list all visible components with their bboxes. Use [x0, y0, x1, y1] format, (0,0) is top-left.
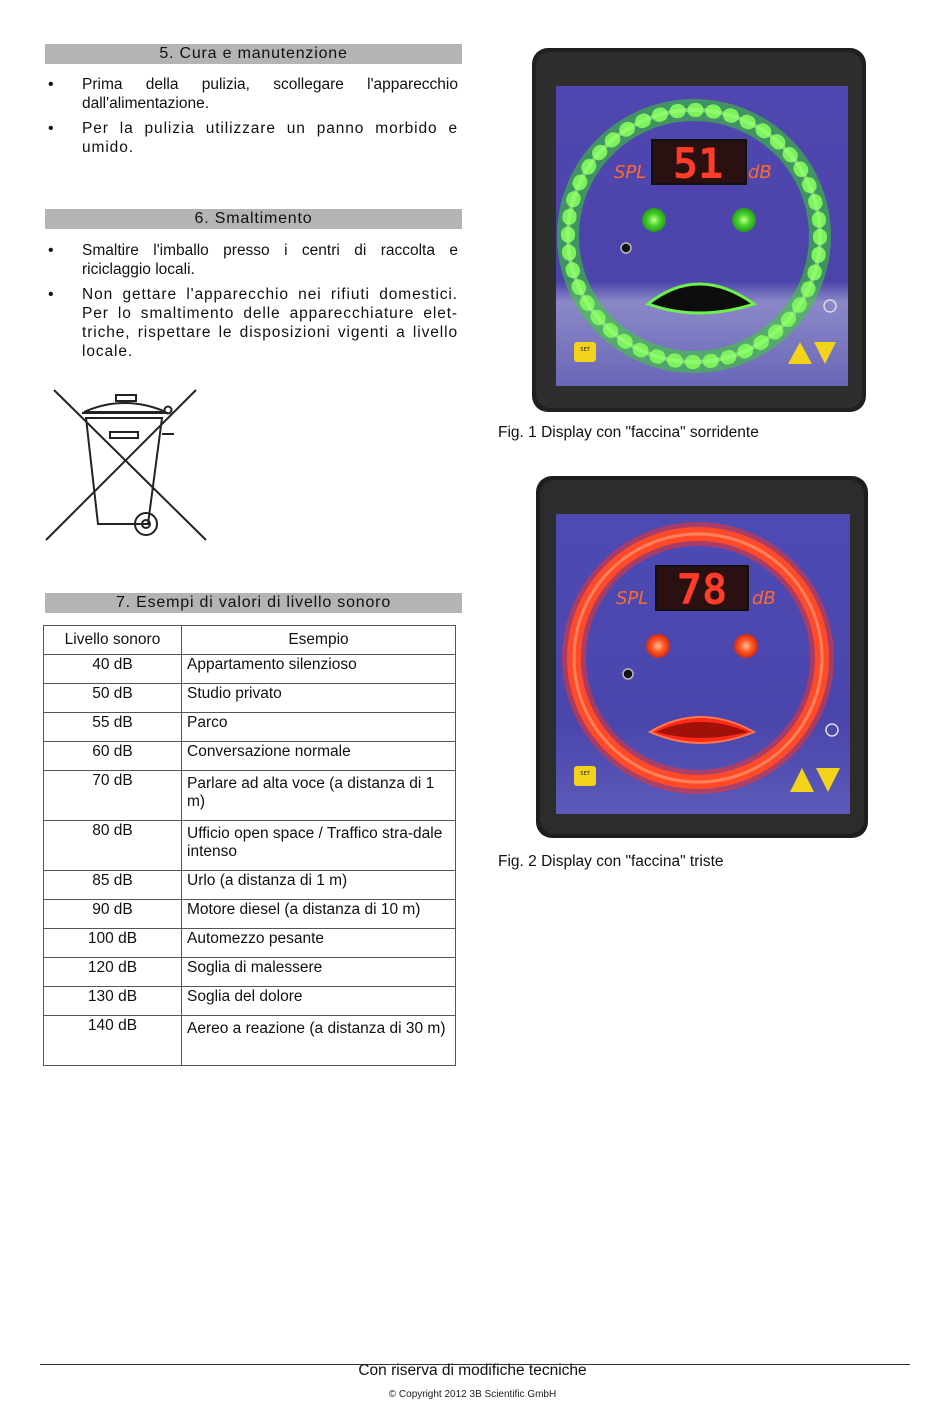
- spl-label: SPL: [616, 588, 649, 609]
- example-cell: Parlare ad alta voce (a distanza di 1 m): [182, 771, 456, 821]
- table-row: [44, 929, 456, 958]
- care-list: [45, 75, 458, 163]
- section-disposal-title: 6. Smaltimento: [45, 209, 462, 229]
- section-examples-title: 7. Esempi di valori di livello sonoro: [45, 593, 462, 613]
- footer-note: Con riserva di modifiche tecniche: [358, 1362, 587, 1379]
- spl-label: SPL: [614, 162, 647, 183]
- table-row: [44, 713, 456, 742]
- care-item: • Prima della pulizia, scollegare l'apparecchio dall'alimentazione.: [45, 75, 458, 113]
- example-cell: Automezzo pesante: [182, 929, 456, 958]
- table-row: [44, 821, 456, 871]
- table-row: [44, 871, 456, 900]
- crossed-out-wheelie-bin-icon: [44, 388, 210, 544]
- set-button-label: SET: [580, 771, 590, 777]
- example-cell: Soglia del dolore: [182, 987, 456, 1016]
- table-row: [44, 1016, 456, 1066]
- example-cell: Aereo a reazione (a distanza di 30 m): [182, 1016, 456, 1066]
- level-cell: 100 dB: [44, 929, 182, 958]
- level-cell: 140 dB: [44, 1016, 182, 1066]
- table-row: [44, 684, 456, 713]
- level-cell: 85 dB: [44, 871, 182, 900]
- example-cell: Soglia di malessere: [182, 958, 456, 987]
- figure-1-caption: Fig. 1 Display con "faccina" sorridente: [498, 424, 759, 441]
- disposal-item: • Smaltire l'imballo presso i centri di raccolta e riciclaggio locali.: [45, 241, 458, 279]
- table-row: [44, 742, 456, 771]
- table-row: [44, 900, 456, 929]
- example-cell: Urlo (a distanza di 1 m): [182, 871, 456, 900]
- table-header-level: Livello sonoro: [44, 626, 182, 655]
- table-row: [44, 655, 456, 684]
- example-cell: Studio privato: [182, 684, 456, 713]
- example-cell: Motore diesel (a distanza di 10 m): [182, 900, 456, 929]
- example-cell: Parco: [182, 713, 456, 742]
- care-item: • Per la pulizia utilizzare un panno morbido e umido.: [45, 119, 458, 157]
- disposal-item: • Non gettare l'apparecchio nei rifiuti domestici. Per lo smaltimento delle apparecchiature elet-triche, rispettare le disposizioni vigenti a livello locale.: [45, 285, 458, 361]
- table-header-example: Esempio: [182, 626, 456, 655]
- smiley-display-figure: [530, 46, 876, 420]
- level-cell: 90 dB: [44, 900, 182, 929]
- section-care-title: 5. Cura e manutenzione: [45, 44, 462, 64]
- level-cell: 80 dB: [44, 821, 182, 871]
- level-readout: 78: [676, 565, 728, 614]
- table-row: [44, 771, 456, 821]
- level-cell: 50 dB: [44, 684, 182, 713]
- db-label: dB: [752, 588, 776, 609]
- level-cell: 60 dB: [44, 742, 182, 771]
- db-label: dB: [748, 162, 772, 183]
- sound-level-table: [43, 625, 456, 1066]
- set-button-label: SET: [580, 347, 590, 353]
- disposal-list: [45, 241, 458, 367]
- copyright-notice: © Copyright 2012 3B Scientific GmbH: [388, 1389, 557, 1400]
- level-cell: 120 dB: [44, 958, 182, 987]
- table-row: [44, 958, 456, 987]
- figure-2-caption: Fig. 2 Display con "faccina" triste: [498, 853, 724, 870]
- level-cell: 40 dB: [44, 655, 182, 684]
- example-cell: Conversazione normale: [182, 742, 456, 771]
- example-cell: Ufficio open space / Traffico stra-dale intenso: [182, 821, 456, 871]
- level-cell: 70 dB: [44, 771, 182, 821]
- level-readout: 51: [672, 139, 724, 188]
- example-cell: Appartamento silenzioso: [182, 655, 456, 684]
- level-cell: 55 dB: [44, 713, 182, 742]
- level-cell: 130 dB: [44, 987, 182, 1016]
- frowny-display-figure: [534, 474, 876, 852]
- table-row: [44, 987, 456, 1016]
